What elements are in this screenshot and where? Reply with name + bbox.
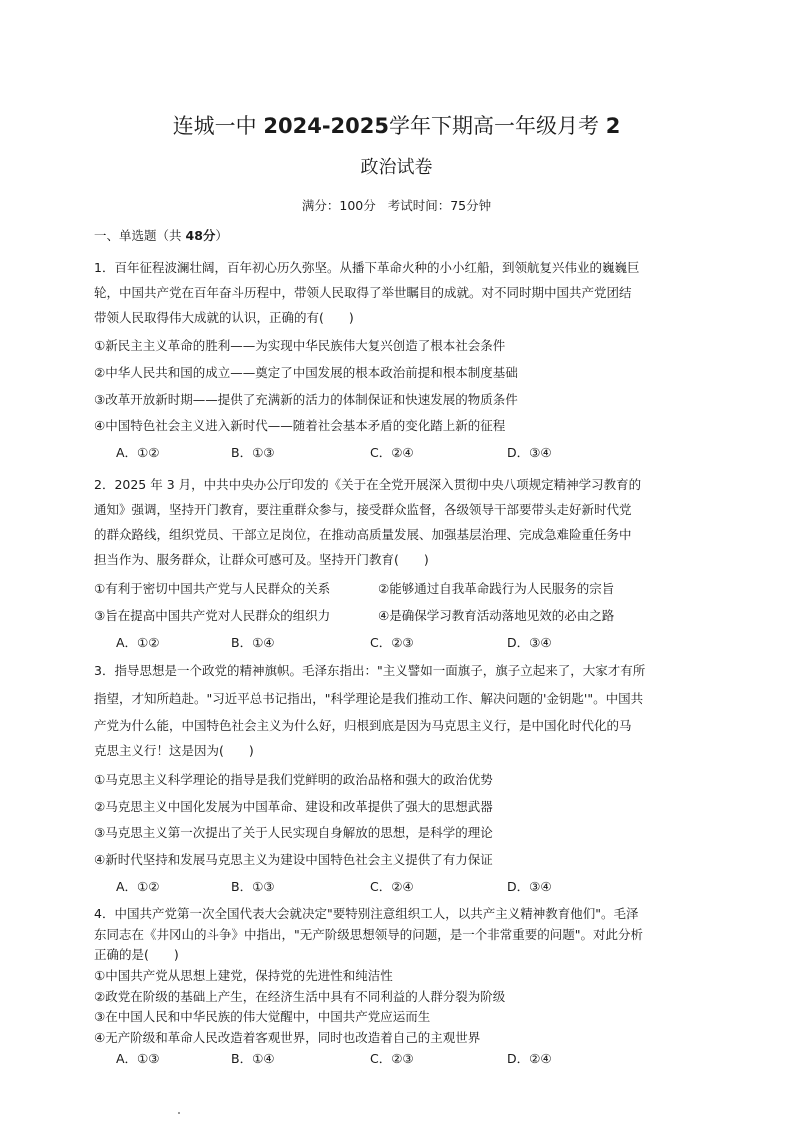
score-value: 100分 [339, 198, 376, 213]
question-2-stem: 2．2025 年 3 月，中共中央办公厅印发的《关于在全党开展深入贯彻中央八项规定精神学习教育的 [94, 477, 642, 492]
question-1-stem: 带领人民取得伟大成就的认识，正确的有( ) [94, 310, 354, 325]
question-3-option-c[interactable]: C．②④ [370, 879, 414, 894]
question-3-stem: 指望，才知所趋赴。"习近平总书记指出，"科学理论是我们推动工作、解决问题的'金钥匙'"。中国共 [94, 691, 644, 706]
section-name: 一、单选题（共 [94, 228, 182, 243]
term-label: 学年下期高一年级月考 [389, 114, 599, 138]
question-1-item: ③改革开放新时期——提供了充满新的活力的体制保证和快速发展的物质条件 [94, 392, 518, 407]
question-4-option-d[interactable]: D．②④ [507, 1051, 552, 1066]
school-years: 2024-2025 [263, 114, 389, 138]
question-2-item: ③旨在提高中国共产党对人民群众的组织力 [94, 608, 331, 623]
question-3-item: ②马克思主义中国化发展为中国革命、建设和改革提供了强大的思想武器 [94, 799, 493, 814]
question-4-item: ③在中国人民和中华民族的伟大觉醒中，中国共产党应运而生 [94, 1009, 431, 1024]
question-4-stem: 4．中国共产党第一次全国代表大会就决定"要特别注意组织工人，以共产主义精神教育他们"。毛泽 [94, 906, 639, 921]
question-2-item: ①有利于密切中国共产党与人民群众的关系 [94, 581, 331, 596]
question-3-stem: 3．指导思想是一个政党的精神旗帜。毛泽东指出："主义譬如一面旗子，旗子立起来了，大家才有所 [94, 663, 646, 678]
section-heading [94, 227, 228, 245]
section-close: ） [215, 228, 228, 243]
question-1-option-b[interactable]: B．①③ [231, 445, 275, 460]
footer-mark [178, 1112, 180, 1114]
exam-number: 2 [605, 114, 621, 138]
time-label: 考试时间： [387, 198, 451, 213]
question-1-option-a[interactable]: A．①② [116, 445, 160, 460]
question-2-stem: 担当作为、服务群众，让群众可感可及。坚持开门教育( ) [94, 552, 429, 567]
question-3-item: ④新时代坚持和发展马克思主义为建设中国特色社会主义提供了有力保证 [94, 852, 493, 867]
question-4-option-b[interactable]: B．①④ [231, 1051, 275, 1066]
exam-meta [0, 197, 793, 215]
question-2-stem: 通知》强调，坚持开门教育，要注重群众参与，接受群众监督，各级领导干部要带头走好新时代党 [94, 502, 632, 517]
question-1-item: ④中国特色社会主义进入新时代——随着社会基本矛盾的变化踏上新的征程 [94, 418, 506, 433]
question-3-option-a[interactable]: A．①② [116, 879, 160, 894]
question-3-stem: 产党为什么能，中国特色社会主义为什么好，归根到底是因为马克思主义行，是中国化时代化的马 [94, 718, 632, 733]
question-2-option-d[interactable]: D．③④ [507, 635, 552, 650]
question-3-option-b[interactable]: B．①③ [231, 879, 275, 894]
section-points: 48分 [185, 228, 216, 243]
question-4-item: ①中国共产党从思想上建党，保持党的先进性和纯洁性 [94, 968, 393, 983]
time-value: 75分钟 [450, 198, 492, 213]
question-2-stem: 的群众路线，组织党员、干部立足岗位，在推动高质量发展、加强基层治理、完成急难险重任务中 [94, 527, 632, 542]
question-4-item: ②政党在阶级的基础上产生，在经济生活中具有不同利益的人群分裂为阶级 [94, 989, 506, 1004]
question-2-item: ④是确保学习教育活动落地见效的必由之路 [378, 608, 615, 623]
question-3-item: ①马克思主义科学理论的指导是我们党鲜明的政治品格和强大的政治优势 [94, 772, 493, 787]
question-1-stem: 轮，中国共产党在百年奋斗历程中，带领人民取得了举世瞩目的成就。对不同时期中国共产党团结 [94, 285, 632, 300]
question-4-item: ④无产阶级和革命人民改造着客观世界，同时也改造着自己的主观世界 [94, 1030, 481, 1045]
question-3-stem: 克思主义行！这是因为( ) [94, 743, 254, 758]
question-4-option-a[interactable]: A．①③ [116, 1051, 160, 1066]
question-1-item: ②中华人民共和国的成立——奠定了中国发展的根本政治前提和根本制度基础 [94, 365, 518, 380]
question-3-item: ③马克思主义第一次提出了关于人民实现自身解放的思想，是科学的理论 [94, 825, 493, 840]
exam-subject: 政治试卷 [360, 157, 433, 178]
question-2-item: ②能够通过自我革命践行为人民服务的宗旨 [378, 581, 615, 596]
question-4-stem: 东同志在《井冈山的斗争》中指出，"无产阶级思想领导的问题，是一个非常重要的问题"。对此分析 [94, 927, 644, 942]
score-label: 满分： [301, 198, 340, 213]
question-1-option-c[interactable]: C．②④ [370, 445, 414, 460]
question-1-item: ①新民主主义革命的胜利——为实现中华民族伟大复兴创造了根本社会条件 [94, 338, 506, 353]
question-3-option-d[interactable]: D．③④ [507, 879, 552, 894]
question-4-stem: 正确的是( ) [94, 947, 179, 962]
question-2-option-a[interactable]: A．①② [116, 635, 160, 650]
question-4-option-c[interactable]: C．②③ [370, 1051, 414, 1066]
question-1-option-d[interactable]: D．③④ [507, 445, 552, 460]
question-2-option-b[interactable]: B．①④ [231, 635, 275, 650]
exam-title [0, 112, 793, 140]
question-1-stem: 1．百年征程波澜壮阔，百年初心历久弥坚。从播下革命火种的小小红船，到领航复兴伟业的巍巍巨 [94, 260, 640, 275]
school-name: 连城一中 [172, 114, 257, 138]
question-2-option-c[interactable]: C．②③ [370, 635, 414, 650]
